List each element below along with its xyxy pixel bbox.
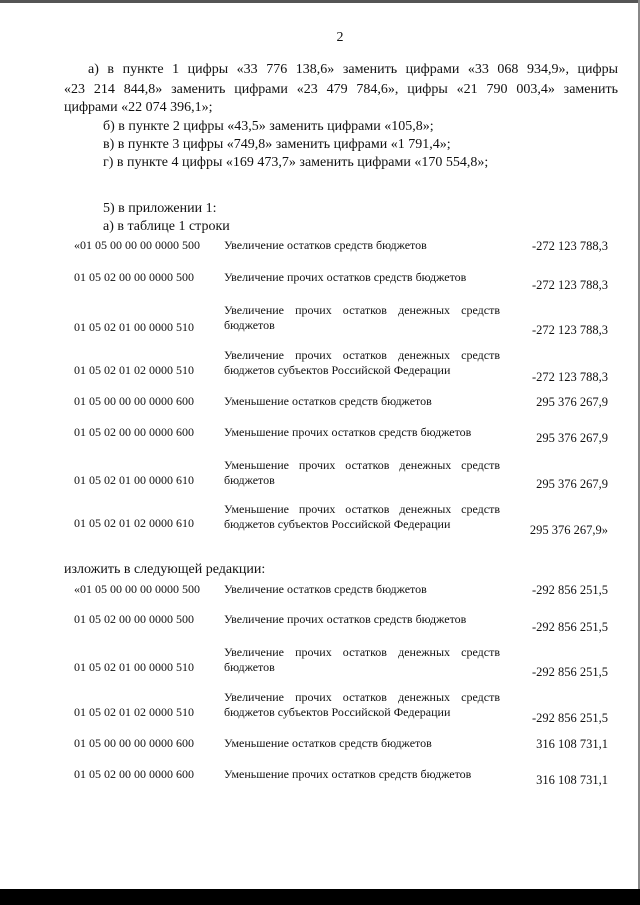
table-row bbox=[0, 690, 640, 730]
section-5-heading: 5) в приложении 1: bbox=[103, 201, 217, 216]
budget-code: 01 05 02 01 02 0000 610 bbox=[74, 516, 194, 530]
amend-b: б) в пункте 2 цифры «43,5» заменить цифрами «105,8»; bbox=[103, 119, 434, 134]
amend-a-line-1: а) в пункте 1 цифры «33 776 138,6» заменить цифрами «33 068 934,9», цифры bbox=[88, 62, 618, 77]
row-amount: -292 856 251,5 bbox=[531, 583, 608, 597]
budget-code: 01 05 02 01 02 0000 510 bbox=[74, 363, 194, 377]
budget-code: 01 05 02 00 00 0000 600 bbox=[74, 425, 194, 439]
row-description: Увеличение прочих остатков денежных средств бюджетов субъектов Российской Федерации bbox=[224, 348, 500, 377]
row-amount: -272 123 788,3 bbox=[531, 370, 608, 384]
table-row bbox=[0, 348, 640, 388]
budget-code: 01 05 02 01 00 0000 610 bbox=[74, 473, 194, 487]
row-amount: 316 108 731,1 bbox=[536, 737, 608, 751]
row-description: Уменьшение прочих остатков денежных средств бюджетов субъектов Российской Федерации bbox=[224, 502, 500, 531]
row-description: Уменьшение прочих остатков средств бюджетов bbox=[224, 767, 472, 781]
budget-code: 01 05 00 00 00 0000 600 bbox=[74, 394, 194, 408]
budget-code: 01 05 02 01 00 0000 510 bbox=[74, 660, 194, 674]
table-row bbox=[0, 645, 640, 685]
budget-code: 01 05 02 00 00 0000 600 bbox=[74, 767, 194, 781]
budget-code: 01 05 02 00 00 0000 500 bbox=[74, 270, 194, 284]
row-description: Уменьшение остатков средств бюджетов bbox=[224, 394, 432, 408]
table-intro: а) в таблице 1 строки bbox=[103, 219, 230, 234]
budget-code: 01 05 00 00 00 0000 600 bbox=[74, 736, 194, 750]
row-amount: 295 376 267,9 bbox=[536, 431, 608, 445]
row-description: Увеличение прочих остатков средств бюджетов bbox=[224, 612, 467, 626]
row-description: Уменьшение остатков средств бюджетов bbox=[224, 736, 432, 750]
page-number: 2 bbox=[336, 30, 344, 45]
row-description: Увеличение прочих остатков денежных средств бюджетов bbox=[224, 645, 500, 674]
row-description: Увеличение прочих остатков денежных средств бюджетов bbox=[224, 303, 500, 332]
amend-a-line-3: цифрами «22 074 396,1»; bbox=[64, 100, 213, 115]
row-amount: -272 123 788,3 bbox=[531, 278, 608, 292]
row-amount: -272 123 788,3 bbox=[531, 239, 608, 253]
scan-edge-bottom bbox=[0, 889, 640, 905]
amend-d: г) в пункте 4 цифры «169 473,7» заменить цифрами «170 554,8»; bbox=[103, 155, 489, 170]
row-description: Уменьшение прочих остатков средств бюджетов bbox=[224, 425, 472, 439]
row-amount: -292 856 251,5 bbox=[531, 711, 608, 725]
table-row bbox=[0, 458, 640, 498]
budget-code: «01 05 00 00 00 0000 500 bbox=[74, 582, 200, 596]
amend-c: в) в пункте 3 цифры «749,8» заменить цифрами «1 791,4»; bbox=[103, 137, 451, 152]
row-description: Уменьшение прочих остатков денежных средств бюджетов bbox=[224, 458, 500, 487]
replace-with-heading: изложить в следующей редакции: bbox=[64, 562, 266, 577]
scan-edge-top bbox=[0, 0, 640, 3]
row-amount: 295 376 267,9» bbox=[529, 523, 608, 537]
row-description: Увеличение прочих остатков средств бюджетов bbox=[224, 270, 467, 284]
table-row bbox=[0, 303, 640, 343]
row-amount: -272 123 788,3 bbox=[531, 323, 608, 337]
row-amount: 295 376 267,9 bbox=[536, 395, 608, 409]
row-amount: -292 856 251,5 bbox=[531, 620, 608, 634]
row-description: Увеличение остатков средств бюджетов bbox=[224, 582, 427, 596]
row-amount: 316 108 731,1 bbox=[536, 773, 608, 787]
budget-code: 01 05 02 00 00 0000 500 bbox=[74, 612, 194, 626]
amend-a-line-2: «23 214 844,8» заменить цифрами «23 479 784,6», цифры «21 790 003,4» заменить bbox=[64, 82, 618, 97]
budget-code: «01 05 00 00 00 0000 500 bbox=[74, 238, 200, 252]
budget-code: 01 05 02 01 00 0000 510 bbox=[74, 320, 194, 334]
row-amount: -292 856 251,5 bbox=[531, 665, 608, 679]
table-row bbox=[0, 767, 640, 807]
row-description: Увеличение остатков средств бюджетов bbox=[224, 238, 427, 252]
table-row bbox=[0, 502, 640, 542]
row-amount: 295 376 267,9 bbox=[536, 477, 608, 491]
budget-code: 01 05 02 01 02 0000 510 bbox=[74, 705, 194, 719]
row-description: Увеличение прочих остатков денежных средств бюджетов субъектов Российской Федерации bbox=[224, 690, 500, 719]
